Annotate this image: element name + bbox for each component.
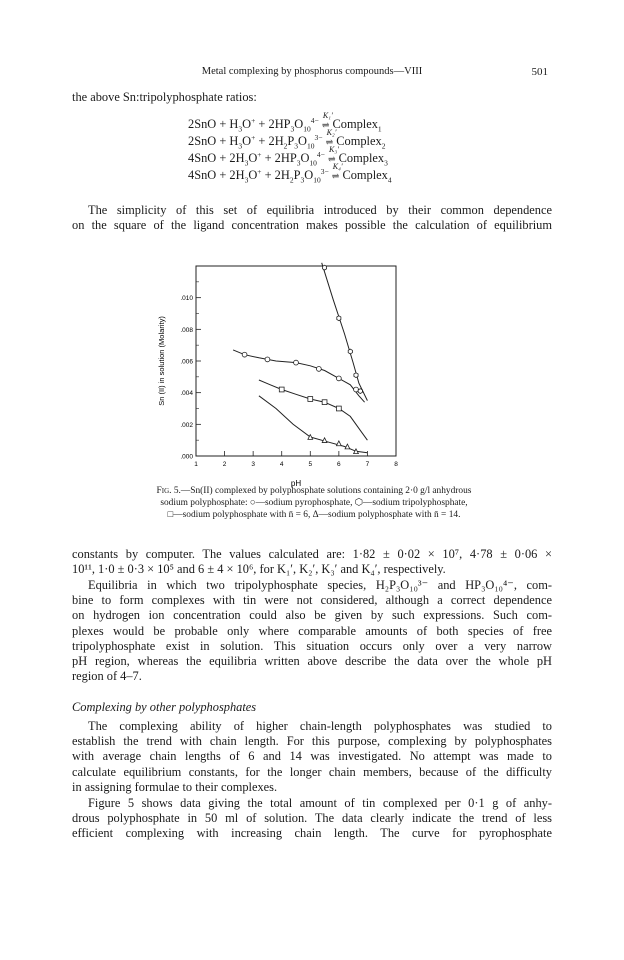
equation-3: $4SnO + 2H_3O^+ + 2HP_3O_{10}^{4-}$ K₃′ ⇌ Complex$_3$ bbox=[188, 145, 388, 168]
data-point-square bbox=[322, 400, 327, 405]
y-tick-label: .008 bbox=[180, 326, 193, 334]
equilibrium-sign: K₁′ ⇌ bbox=[321, 111, 333, 130]
x-tick-label: 1 bbox=[194, 461, 198, 468]
data-point-hexagon bbox=[354, 373, 358, 378]
x-tick-label: 8 bbox=[394, 461, 398, 468]
equation-1: $2SnO + H_3O^+ + 2HP_3O_{10}^{4-}$ K₁′ ⇌ Complex$_1$ bbox=[188, 111, 382, 134]
data-point-circle bbox=[242, 352, 247, 357]
data-point-hexagon bbox=[348, 349, 352, 354]
curve-hexagon bbox=[322, 263, 368, 401]
paragraph-polyphosphates: The complexing ability of higher chain-length polyphosphates was studied to establish the trend with chain length. For this purpose, complexing by polyphosphates with average chain lengths of 6 and 14 was investigated. No attempt was made to calculate equilibrium constants, for the longer chain members, because of the difficulty in assigning formulae to their complexes. bbox=[72, 719, 552, 794]
equilibrium-sign: K₃′ ⇌ bbox=[328, 145, 339, 164]
y-tick-label: .000 bbox=[180, 453, 193, 461]
y-tick-label: .004 bbox=[180, 390, 193, 398]
equilibrium-sign: K₂′ ⇌ bbox=[325, 128, 337, 147]
equation-4: $4SnO + 2H_3O^+ + 2H_2P_3O_{10}^{3-}$ K₄′ ⇌ Complex$_4$ bbox=[188, 162, 392, 185]
x-tick-label: 7 bbox=[365, 461, 370, 468]
data-point-circle bbox=[354, 387, 359, 392]
x-tick-label: 3 bbox=[251, 461, 255, 468]
y-tick-label: .010 bbox=[180, 295, 193, 303]
y-tick-label: .002 bbox=[180, 421, 193, 429]
figure-caption: Fig. 5.—Sn(II) complexed by polyphosphate solutions containing 2·0 g/l anhydrous sodium polyphosphate: ○—sodium pyrophosphate, ⬡—sodium tripolyphosphate, □—sodium polyphosphate with n̄ = 6, Δ—sodium polyphosphate with n̄ = 14. bbox=[156, 486, 472, 520]
data-point-hexagon bbox=[337, 316, 341, 321]
page-number: 501 bbox=[531, 66, 548, 78]
paragraph-equilibria: Equilibria in which two tripolyphosphate species, H₂P₃O₁₀³⁻ and HP₃O₁₀⁴⁻, com- bine to form complexes with tin were not considered, although a correct dependence on hydrogen ion concentration could also be given by such expressions. Such com- plexes would be probable only where comparable amounts of both species of free tripolyphosphate exist in solution. This situation occurs only over a very narrow pH region, whereas the equilibria written above describe the data over the whole pH region of 4–7. bbox=[72, 578, 552, 684]
x-tick-label: 2 bbox=[222, 461, 227, 468]
data-point-square bbox=[279, 387, 284, 392]
x-tick-label: 5 bbox=[308, 461, 313, 468]
paragraph-simplicity: The simplicity of this set of equilibria introduced by their common dependence on the square of the ligand concentration makes possible the calculation of equilibrium bbox=[72, 203, 552, 233]
curve-triangle bbox=[259, 396, 368, 453]
equilibrium-sign: K₄′ ⇌ bbox=[331, 162, 343, 181]
paragraph-figure-5: Figure 5 shows data giving the total amount of tin complexed per 0·1 g of anhy- drous polyphosphate in 50 ml of solution. The data clearly indicate the trend of less efficient complexing with increasing chain length. The curve for pyrophosphate bbox=[72, 796, 552, 841]
data-point-square bbox=[336, 406, 341, 411]
data-point-circle bbox=[336, 376, 341, 381]
intro-line: the above Sn:tripolyphosphate ratios: bbox=[72, 90, 257, 104]
data-point-hexagon bbox=[358, 389, 362, 394]
equation-2: $2SnO + H_3O^+ + 2H_2P_3O_{10}^{3-}$ K₂′ ⇌ Complex$_2$ bbox=[188, 128, 386, 151]
x-tick-label: 6 bbox=[337, 461, 341, 468]
data-point-square bbox=[308, 397, 313, 402]
running-title: Metal complexing by phosphorus compounds—VIII bbox=[201, 66, 423, 77]
curve-circle bbox=[233, 350, 365, 402]
data-point-circle bbox=[265, 357, 270, 362]
y-tick-label: .006 bbox=[180, 358, 193, 366]
equation-block bbox=[188, 111, 528, 185]
curve-square bbox=[259, 380, 368, 440]
figure-5-chart bbox=[150, 250, 450, 490]
x-axis-label: pH bbox=[290, 479, 302, 488]
page-header bbox=[0, 66, 624, 82]
paragraph-constants: constants by computer. The values calculated are: 1·82 ± 0·02 × 10⁷, 4·78 ± 0·06 × 10¹¹, 1·0 ± 0·3 × 10⁵ and 6 ± 4 × 10⁶, for K₁′, K₂′, K₃′ and K₄′, respectively. bbox=[72, 547, 552, 577]
data-point-circle bbox=[316, 367, 321, 372]
y-axis-label: Sn (II) in solution (Molarity) bbox=[157, 316, 166, 406]
data-point-hexagon bbox=[323, 265, 327, 270]
x-tick-label: 4 bbox=[279, 461, 284, 468]
data-point-triangle bbox=[336, 441, 341, 446]
data-point-circle bbox=[294, 360, 299, 365]
section-heading: Complexing by other polyphosphates bbox=[72, 700, 257, 714]
